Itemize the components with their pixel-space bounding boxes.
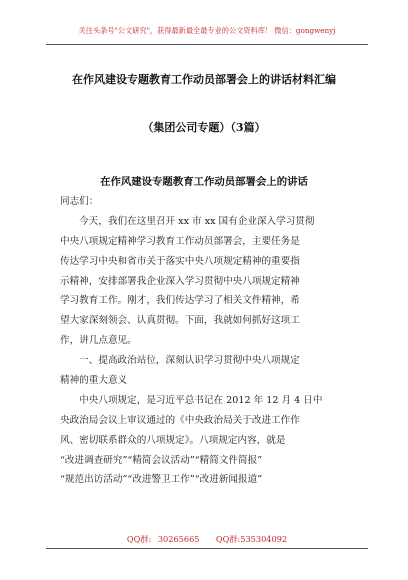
body-line: 同志们： [60,196,99,207]
body-line: 风、密切联系群众的八项规定》。八项规定内容，就是 [60,434,286,446]
body-line: 望大家深刻领会、认真贯彻。下面，我就如何抓好这项工 [60,315,300,327]
body-line: 精神的重大意义 [60,375,128,387]
document-title: 在作风建设专题教育工作动员部署会上的讲话材料汇编 [72,73,336,86]
document-subtitle: （集团公司专题）（3篇） [142,121,266,134]
body-line: 央政治局会议上审议通过的《中央政治局关于改进工作作 [60,414,300,426]
body-line: “规范出访活动”“改进警卫工作”“改进新闻报道” [60,474,263,486]
body-line: “改进调查研究”“精简会议活动”“精简文件简报” [60,454,263,466]
body-line: 示精神，安排部署我企业深入学习贯彻中央八项规定精神 [60,275,300,287]
document-body [60,192,360,490]
body-line: 传达学习中央和省市关于落实中央八项规定精神的重要指 [60,255,300,267]
header-divider [46,44,368,45]
footer-contacts: QQ群: 30265665 QQ群:535304092 [126,534,288,544]
section-title: 在作风建设专题教育工作动员部署会上的讲话 [100,176,308,188]
footer-divider [46,548,368,549]
body-line: 中央八项规定，是习近平总书记在 2012 年 12 月 4 日中 [60,394,323,406]
body-line: 中央八项规定精神学习教育工作动员部署会，主要任务是 [60,235,300,247]
body-line: 作，讲几点意见。 [60,335,137,347]
body-line: 学习教育工作。刚才，我们传达学习了相关文件精神，希 [60,295,300,307]
header-notice: 关注头条号"公文研究"，获得最新最全最专业的公文资料库！ 微信：gongwenyj [78,26,336,35]
body-line: 今天，我们在这里召开 xx 市 xx 国有企业深入学习贯彻 [60,215,315,227]
body-line: 一、提高政治站位，深刻认识学习贯彻中央八项规定 [60,355,300,367]
